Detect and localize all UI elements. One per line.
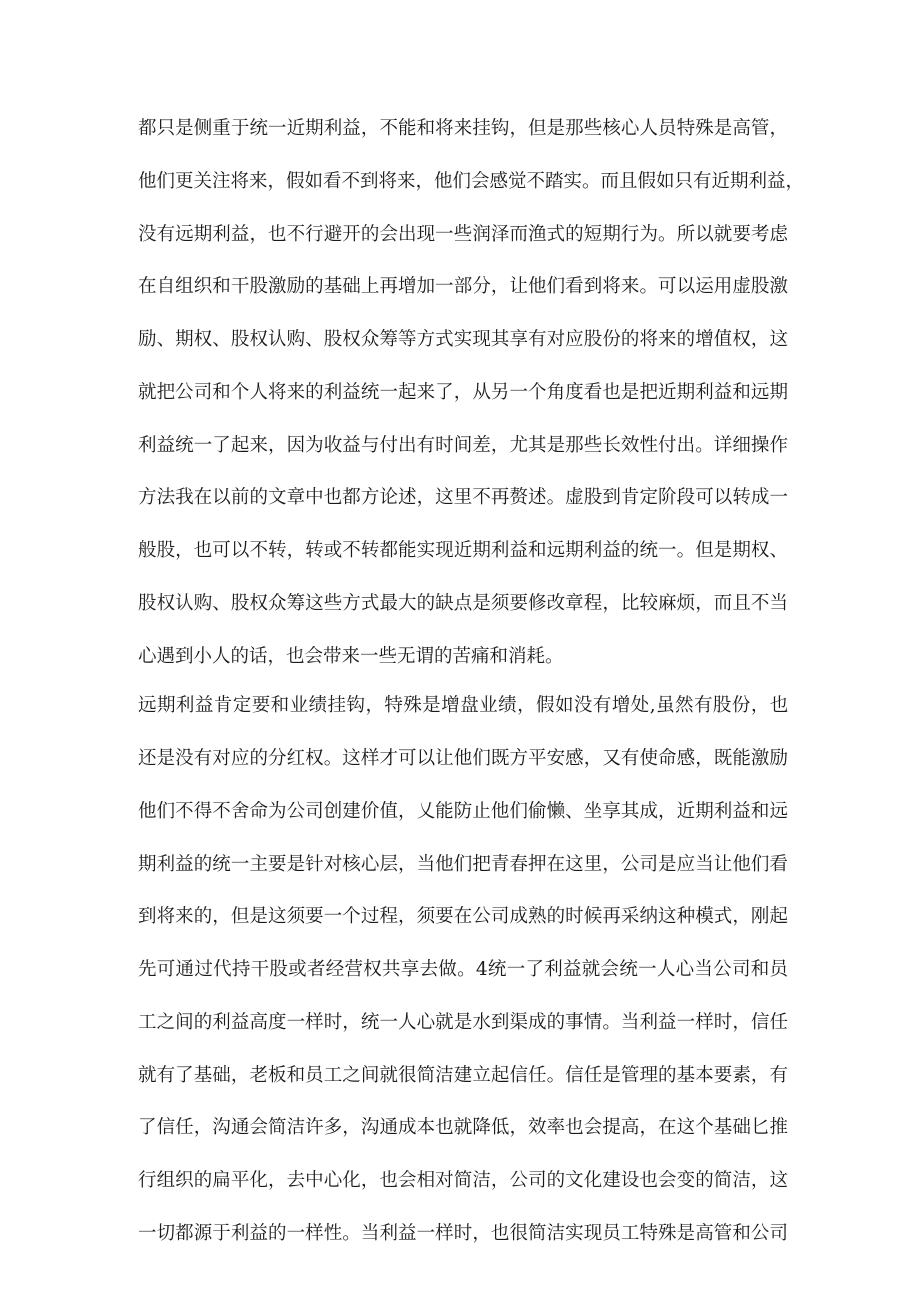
text-line: 利益统一了起来，因为收益与付出有时间差，尤其是那些长效性付出。详细操作 (138, 435, 788, 456)
text-line: 没有远期利益，也不行避开的会出现一些润泽而渔式的短期行为。所以就要考虑 (138, 224, 788, 245)
text-line: 都只是侧重于统一近期利益，不能和将来挂钩，但是那些核心人员特殊是高管， (138, 118, 788, 139)
text-line: 到将来的，但是这须要一个过程，须要在公司成熟的时候再采纳这种模式，刚起 (138, 906, 788, 927)
text-line: 励、期权、股权认购、股权众筹等方式实现其享有对应股份的将来的增值权，这 (138, 329, 788, 350)
text-line: 在自组织和干股激励的基础上再增加一部分，让他们看到将来。可以运用虚股激 (138, 276, 788, 297)
text-line: 方法我在以前的文章中也都方论述，这里不再赘述。虚股到肯定阶段可以转成一 (138, 487, 788, 508)
text-line: 般股，也可以不转，转或不转都能实现近期利益和远期利益的统一。但是期权、 (138, 540, 788, 561)
text-line: 工之间的利益高度一样时，统一人心就是水到渠成的事情。当利益一样时，信任 (138, 1012, 788, 1033)
text-line: 行组织的扁平化，去中心化，也会相对简洁，公司的文化建设也会变的简洁，这 (138, 1170, 788, 1191)
text-line: 就把公司和个人将来的利益统一起来了，从另一个角度看也是把近期利益和远期 (138, 382, 788, 403)
text-line: 就有了基础，老板和员工之间就很简洁建立起信任。信任是管理的基本要素，有 (138, 1065, 788, 1086)
text-line: 了信任，沟通会简洁许多，沟通成本也就降低，效率也会提高，在这个基础匕推 (138, 1117, 788, 1138)
text-line: 一切都源于利益的一样性。当利益一样时，也很简洁实现员工特殊是高管和公司 (138, 1223, 788, 1244)
text-line: 远期利益肯定要和业绩挂钩，特殊是增盘业绩，假如没有增处,虽然有股份，也 (138, 695, 788, 716)
text-line: 还是没有对应的分红权。这样才可以让他们既方平安感，又有使命感，既能激励 (138, 748, 788, 769)
text-line: 先可通过代持干股或者经营权共享去做。4统一了利益就会统一人心当公司和员 (138, 959, 788, 980)
text-line: 期利益的统一主要是针对核心层，当他们把青春押在这里，公司是应当让他们看 (138, 854, 788, 875)
text-line: 心遇到小人的话，也会带来一些无谓的苦痛和消耗。 (138, 646, 564, 667)
text-line: 他们不得不舍命为公司创建价值，乂能防止他们偷懒、坐享其成，近期利益和远 (138, 801, 788, 822)
text-line: 股权认购、股权众筹这些方式最大的缺点是须要修改章程，比较麻烦，而且不当 (138, 593, 788, 614)
text-line: 他们更关注将来，假如看不到将来，他们会感觉不踏实。而且假如只有近期利益， (138, 171, 805, 192)
